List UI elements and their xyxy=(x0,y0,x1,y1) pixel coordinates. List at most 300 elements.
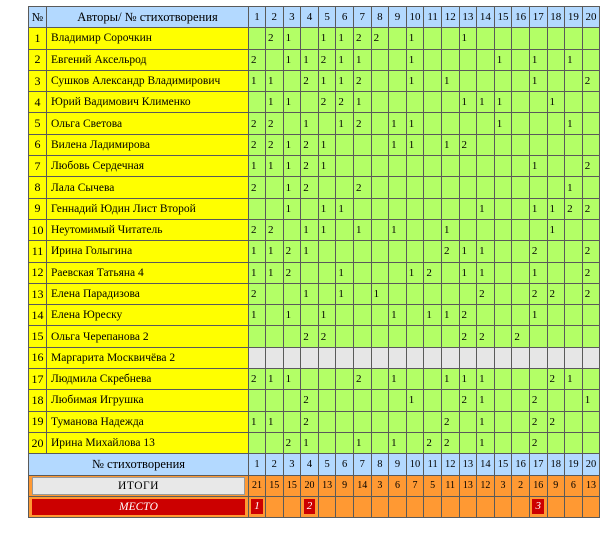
footer-column-3: 3 xyxy=(283,454,301,475)
place-cell xyxy=(318,496,336,517)
row-number: 11 xyxy=(29,241,47,262)
vote-cell xyxy=(406,283,424,304)
vote-cell xyxy=(441,113,459,134)
vote-cell xyxy=(353,262,371,283)
vote-cell: 1 xyxy=(283,369,301,390)
vote-cell: 2 xyxy=(441,411,459,432)
vote-cell: 2 xyxy=(249,113,266,134)
table-row xyxy=(29,177,600,198)
vote-cell: 2 xyxy=(301,70,319,91)
vote-cell xyxy=(336,156,354,177)
total-cell: 6 xyxy=(565,475,583,496)
total-cell: 15 xyxy=(283,475,301,496)
vote-cell xyxy=(441,28,459,49)
vote-cell: 1 xyxy=(283,28,301,49)
vote-cell xyxy=(424,347,442,368)
vote-cell: 1 xyxy=(283,198,301,219)
author-name: Людмила Скребнева xyxy=(47,369,249,390)
vote-cell: 1 xyxy=(459,241,477,262)
vote-cell xyxy=(266,326,284,347)
table-row xyxy=(29,113,600,134)
vote-cell xyxy=(547,134,565,155)
vote-cell xyxy=(336,347,354,368)
author-name: Ирина Голыгина xyxy=(47,241,249,262)
table-row xyxy=(29,283,600,304)
vote-cell xyxy=(249,432,266,453)
vote-cell: 2 xyxy=(336,92,354,113)
vote-cell: 2 xyxy=(441,241,459,262)
vote-cell xyxy=(389,177,407,198)
table-row xyxy=(29,134,600,155)
vote-cell xyxy=(389,156,407,177)
vote-cell xyxy=(318,177,336,198)
place-cell xyxy=(389,496,407,517)
vote-cell xyxy=(336,432,354,453)
vote-cell: 1 xyxy=(249,241,266,262)
vote-cell xyxy=(424,177,442,198)
vote-cell: 1 xyxy=(565,177,583,198)
vote-cell xyxy=(512,28,530,49)
vote-cell xyxy=(441,92,459,113)
vote-cell: 1 xyxy=(249,305,266,326)
vote-cell: 1 xyxy=(371,283,389,304)
vote-cell: 2 xyxy=(353,113,371,134)
vote-cell xyxy=(529,28,547,49)
vote-cell xyxy=(477,134,495,155)
vote-cell: 1 xyxy=(389,113,407,134)
vote-cell: 1 xyxy=(301,241,319,262)
vote-cell: 1 xyxy=(459,369,477,390)
table-row xyxy=(29,390,600,411)
vote-cell xyxy=(389,262,407,283)
header-column-11: 11 xyxy=(424,7,442,28)
vote-cell xyxy=(389,28,407,49)
vote-cell xyxy=(424,326,442,347)
vote-cell xyxy=(512,390,530,411)
vote-cell xyxy=(441,177,459,198)
vote-cell xyxy=(547,390,565,411)
voting-table xyxy=(28,6,600,518)
vote-cell xyxy=(565,432,583,453)
vote-cell: 2 xyxy=(529,432,547,453)
vote-cell xyxy=(582,326,600,347)
vote-cell xyxy=(249,198,266,219)
author-name: Геннадий Юдин Лист Второй xyxy=(47,198,249,219)
vote-cell xyxy=(353,305,371,326)
vote-cell: 1 xyxy=(266,241,284,262)
vote-cell xyxy=(459,156,477,177)
vote-cell xyxy=(301,28,319,49)
vote-cell xyxy=(547,49,565,70)
vote-cell xyxy=(336,305,354,326)
header-title: Авторы/ № стихотворения xyxy=(47,7,249,28)
vote-cell: 1 xyxy=(565,113,583,134)
vote-cell xyxy=(565,347,583,368)
vote-cell xyxy=(582,92,600,113)
place-cell xyxy=(336,496,354,517)
author-name: Вилена Ладимирова xyxy=(47,134,249,155)
table-row xyxy=(29,326,600,347)
vote-cell xyxy=(336,326,354,347)
header-column-4: 4 xyxy=(301,7,319,28)
vote-cell xyxy=(424,49,442,70)
vote-cell xyxy=(389,347,407,368)
vote-cell: 1 xyxy=(494,113,512,134)
vote-cell xyxy=(582,219,600,240)
vote-cell xyxy=(512,156,530,177)
place-label-cell xyxy=(29,496,249,517)
place-cell xyxy=(266,496,284,517)
vote-cell: 2 xyxy=(459,326,477,347)
vote-cell xyxy=(406,432,424,453)
totals-label-cell xyxy=(29,475,249,496)
vote-cell: 1 xyxy=(318,198,336,219)
vote-cell xyxy=(371,390,389,411)
vote-cell xyxy=(565,262,583,283)
place-cell xyxy=(424,496,442,517)
total-cell: 12 xyxy=(477,475,495,496)
vote-cell xyxy=(459,177,477,198)
vote-cell xyxy=(529,326,547,347)
place-cell xyxy=(459,496,477,517)
vote-cell xyxy=(565,70,583,91)
vote-cell: 1 xyxy=(249,262,266,283)
place-label: МЕСТО xyxy=(32,499,245,515)
vote-cell xyxy=(512,70,530,91)
vote-cell: 1 xyxy=(477,92,495,113)
vote-cell: 2 xyxy=(266,219,284,240)
vote-cell xyxy=(301,198,319,219)
table-row xyxy=(29,219,600,240)
vote-cell: 2 xyxy=(459,305,477,326)
vote-cell: 1 xyxy=(459,28,477,49)
row-number: 15 xyxy=(29,326,47,347)
vote-cell xyxy=(353,326,371,347)
author-name: Владимир Сорочкин xyxy=(47,28,249,49)
total-cell: 15 xyxy=(266,475,284,496)
vote-cell xyxy=(459,411,477,432)
place-cell xyxy=(371,496,389,517)
total-cell: 9 xyxy=(336,475,354,496)
vote-cell xyxy=(389,411,407,432)
vote-cell xyxy=(389,326,407,347)
vote-cell xyxy=(477,28,495,49)
vote-cell xyxy=(512,262,530,283)
vote-cell xyxy=(336,134,354,155)
vote-cell xyxy=(494,70,512,91)
header-column-1: 1 xyxy=(249,7,266,28)
vote-cell: 2 xyxy=(301,411,319,432)
vote-cell xyxy=(494,156,512,177)
vote-cell xyxy=(371,92,389,113)
vote-cell: 1 xyxy=(389,134,407,155)
footer-column-18: 18 xyxy=(547,454,565,475)
totals-row xyxy=(29,475,600,496)
vote-cell xyxy=(582,49,600,70)
table-row xyxy=(29,305,600,326)
row-number: 9 xyxy=(29,198,47,219)
vote-cell xyxy=(529,177,547,198)
vote-cell xyxy=(353,198,371,219)
vote-cell: 1 xyxy=(459,92,477,113)
vote-cell xyxy=(406,305,424,326)
vote-cell xyxy=(565,28,583,49)
vote-cell: 1 xyxy=(529,70,547,91)
place-row xyxy=(29,496,600,517)
vote-cell xyxy=(547,432,565,453)
vote-cell: 1 xyxy=(301,283,319,304)
vote-cell xyxy=(406,369,424,390)
vote-cell xyxy=(529,369,547,390)
vote-cell: 2 xyxy=(547,283,565,304)
vote-cell xyxy=(512,49,530,70)
vote-cell xyxy=(565,156,583,177)
vote-cell: 2 xyxy=(477,326,495,347)
vote-cell xyxy=(424,198,442,219)
row-number: 8 xyxy=(29,177,47,198)
footer-column-19: 19 xyxy=(565,454,583,475)
vote-cell: 1 xyxy=(266,156,284,177)
vote-cell: 2 xyxy=(477,283,495,304)
vote-cell: 1 xyxy=(565,369,583,390)
total-cell: 6 xyxy=(389,475,407,496)
footer-column-9: 9 xyxy=(389,454,407,475)
vote-cell: 2 xyxy=(353,28,371,49)
author-name: Раевская Татьяна 4 xyxy=(47,262,249,283)
vote-cell: 2 xyxy=(353,369,371,390)
vote-cell xyxy=(336,219,354,240)
vote-cell xyxy=(494,28,512,49)
vote-cell xyxy=(512,92,530,113)
vote-cell xyxy=(529,113,547,134)
total-cell: 16 xyxy=(529,475,547,496)
vote-cell: 1 xyxy=(477,369,495,390)
row-number: 5 xyxy=(29,113,47,134)
total-cell: 2 xyxy=(512,475,530,496)
vote-cell xyxy=(582,305,600,326)
vote-cell xyxy=(582,134,600,155)
header-column-17: 17 xyxy=(529,7,547,28)
vote-cell xyxy=(424,241,442,262)
vote-cell xyxy=(441,198,459,219)
vote-cell xyxy=(547,177,565,198)
vote-cell: 2 xyxy=(512,326,530,347)
vote-cell: 1 xyxy=(441,134,459,155)
vote-cell xyxy=(565,134,583,155)
vote-cell xyxy=(477,49,495,70)
vote-cell xyxy=(582,113,600,134)
vote-cell: 1 xyxy=(283,156,301,177)
table-row xyxy=(29,92,600,113)
place-value: 1 xyxy=(251,499,263,514)
place-cell xyxy=(353,496,371,517)
footer-column-13: 13 xyxy=(459,454,477,475)
vote-cell xyxy=(441,283,459,304)
vote-cell: 1 xyxy=(441,219,459,240)
vote-cell xyxy=(547,113,565,134)
vote-cell xyxy=(547,28,565,49)
vote-cell xyxy=(494,390,512,411)
total-cell: 20 xyxy=(301,475,319,496)
total-cell: 11 xyxy=(441,475,459,496)
vote-cell: 1 xyxy=(406,28,424,49)
place-cell xyxy=(283,496,301,517)
author-name: Евгений Аксельрод xyxy=(47,49,249,70)
vote-cell: 1 xyxy=(529,156,547,177)
vote-cell xyxy=(424,28,442,49)
vote-cell xyxy=(406,347,424,368)
vote-cell xyxy=(371,198,389,219)
vote-cell xyxy=(459,347,477,368)
vote-cell: 1 xyxy=(477,411,495,432)
header-column-19: 19 xyxy=(565,7,583,28)
vote-cell xyxy=(582,432,600,453)
row-number: 13 xyxy=(29,283,47,304)
vote-cell: 1 xyxy=(318,70,336,91)
row-number: 14 xyxy=(29,305,47,326)
vote-cell xyxy=(441,326,459,347)
vote-cell: 1 xyxy=(266,92,284,113)
total-cell: 13 xyxy=(582,475,600,496)
vote-cell: 1 xyxy=(477,390,495,411)
vote-cell xyxy=(318,411,336,432)
vote-cell: 1 xyxy=(266,70,284,91)
footer-column-8: 8 xyxy=(371,454,389,475)
vote-cell: 1 xyxy=(477,262,495,283)
vote-cell: 1 xyxy=(353,219,371,240)
vote-cell xyxy=(249,92,266,113)
vote-cell: 1 xyxy=(494,49,512,70)
total-cell: 3 xyxy=(494,475,512,496)
vote-cell xyxy=(477,156,495,177)
author-name: Сушков Александр Владимирович xyxy=(47,70,249,91)
vote-cell xyxy=(512,347,530,368)
vote-cell xyxy=(336,390,354,411)
vote-cell xyxy=(494,347,512,368)
place-value: 2 xyxy=(304,499,316,514)
vote-cell: 2 xyxy=(249,369,266,390)
row-number: 2 xyxy=(29,49,47,70)
vote-cell xyxy=(459,70,477,91)
author-name: Неутомимый Читатель xyxy=(47,219,249,240)
footer-column-6: 6 xyxy=(336,454,354,475)
vote-cell: 2 xyxy=(582,283,600,304)
vote-cell xyxy=(406,326,424,347)
vote-cell xyxy=(406,411,424,432)
vote-cell xyxy=(249,28,266,49)
vote-cell: 1 xyxy=(249,411,266,432)
place-cell xyxy=(529,496,547,517)
totals-label: ИТОГИ xyxy=(32,477,245,495)
vote-cell: 2 xyxy=(371,28,389,49)
vote-cell xyxy=(512,219,530,240)
vote-cell xyxy=(283,113,301,134)
vote-cell xyxy=(459,432,477,453)
vote-cell: 2 xyxy=(582,198,600,219)
place-cell xyxy=(494,496,512,517)
total-cell: 5 xyxy=(424,475,442,496)
header-column-20: 20 xyxy=(582,7,600,28)
vote-cell xyxy=(336,241,354,262)
vote-cell: 1 xyxy=(249,156,266,177)
vote-cell: 1 xyxy=(336,113,354,134)
vote-cell xyxy=(371,432,389,453)
footer-column-15: 15 xyxy=(494,454,512,475)
total-cell: 13 xyxy=(459,475,477,496)
vote-cell: 2 xyxy=(529,390,547,411)
vote-cell: 1 xyxy=(441,369,459,390)
header-row xyxy=(29,7,600,28)
vote-cell: 1 xyxy=(318,134,336,155)
vote-cell xyxy=(424,369,442,390)
vote-cell xyxy=(318,262,336,283)
vote-cell xyxy=(318,369,336,390)
vote-cell: 2 xyxy=(249,283,266,304)
vote-cell: 1 xyxy=(477,241,495,262)
author-name: Любимая Игрушка xyxy=(47,390,249,411)
vote-cell xyxy=(459,49,477,70)
vote-cell xyxy=(318,241,336,262)
vote-cell xyxy=(406,92,424,113)
vote-cell: 1 xyxy=(266,369,284,390)
row-number: 1 xyxy=(29,28,47,49)
place-cell xyxy=(301,496,319,517)
vote-cell: 1 xyxy=(301,432,319,453)
vote-cell: 1 xyxy=(547,92,565,113)
vote-cell: 1 xyxy=(529,305,547,326)
vote-cell xyxy=(371,70,389,91)
vote-cell: 1 xyxy=(283,177,301,198)
vote-cell: 2 xyxy=(529,241,547,262)
vote-cell xyxy=(266,198,284,219)
vote-cell xyxy=(582,369,600,390)
vote-cell xyxy=(512,369,530,390)
vote-cell: 1 xyxy=(547,219,565,240)
row-number: 7 xyxy=(29,156,47,177)
table-row xyxy=(29,49,600,70)
row-number: 12 xyxy=(29,262,47,283)
vote-cell: 2 xyxy=(318,49,336,70)
vote-cell: 2 xyxy=(459,134,477,155)
vote-cell xyxy=(249,326,266,347)
vote-cell xyxy=(512,198,530,219)
vote-cell: 1 xyxy=(336,262,354,283)
vote-cell: 2 xyxy=(283,241,301,262)
table-row xyxy=(29,70,600,91)
vote-cell: 1 xyxy=(529,198,547,219)
vote-cell xyxy=(371,241,389,262)
vote-cell: 1 xyxy=(266,411,284,432)
vote-cell: 1 xyxy=(318,156,336,177)
vote-cell xyxy=(266,390,284,411)
header-column-10: 10 xyxy=(406,7,424,28)
vote-cell: 2 xyxy=(249,219,266,240)
vote-cell xyxy=(582,177,600,198)
vote-cell xyxy=(318,347,336,368)
vote-cell xyxy=(494,262,512,283)
vote-cell xyxy=(494,198,512,219)
vote-cell: 1 xyxy=(301,49,319,70)
vote-cell xyxy=(318,283,336,304)
vote-cell: 2 xyxy=(424,262,442,283)
vote-cell: 1 xyxy=(318,28,336,49)
vote-cell xyxy=(565,390,583,411)
vote-cell xyxy=(371,113,389,134)
vote-cell: 1 xyxy=(406,262,424,283)
header-column-18: 18 xyxy=(547,7,565,28)
vote-cell: 1 xyxy=(353,92,371,113)
vote-cell xyxy=(371,262,389,283)
